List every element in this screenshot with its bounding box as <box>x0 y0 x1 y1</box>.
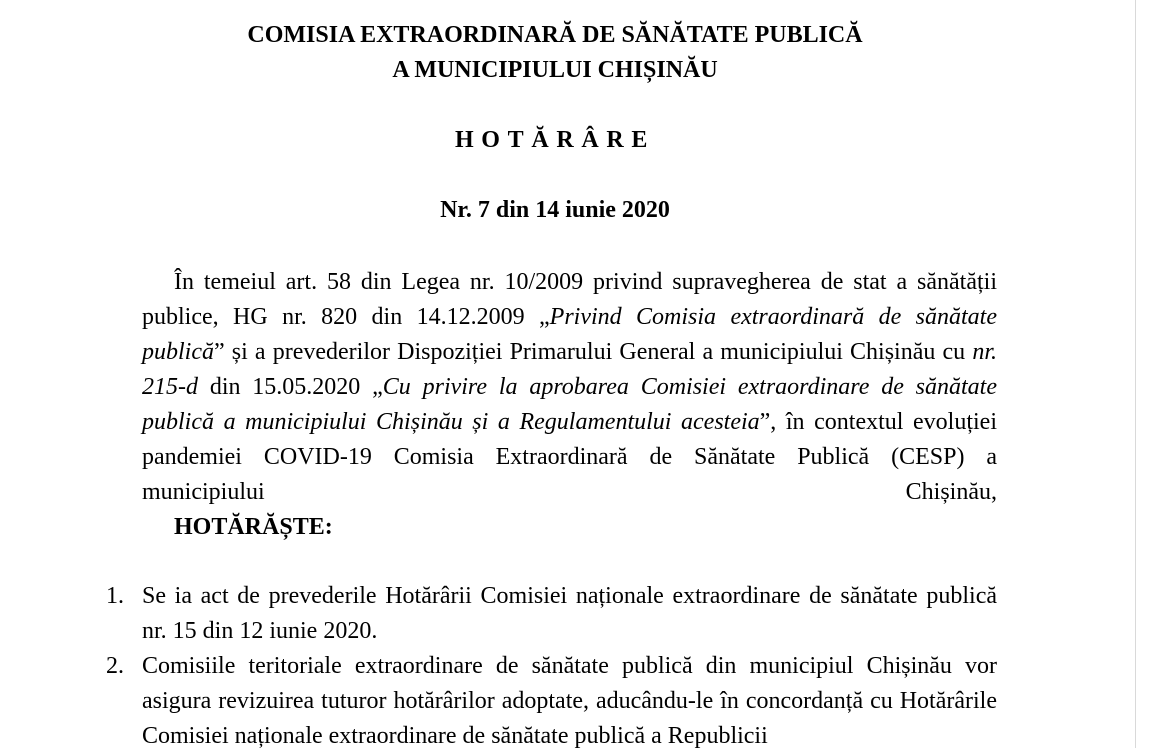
preamble-text-2: ” și a prevederilor Dispoziției Primarului General a municipiului Chișinău cu <box>214 339 973 365</box>
preamble-text-1: În temeiul art. 58 din Legea nr. 10/2009 privind supravegherea de stat a sănătății publice, HG nr. 820 din 14.12.2009 „ <box>142 269 997 330</box>
preamble-italic-2: nr. 215-d <box>142 339 997 400</box>
document-number: Nr. 7 din 14 iunie 2020 <box>440 197 670 223</box>
decision-keyword: HOTĂRĂȘTE: <box>174 514 333 540</box>
list-item-text: Se ia act de prevederile Hotărârii Comisiei naționale extraordinare de sănătate publică nr. 15 din 12 iunie 2020. <box>142 583 997 644</box>
issuer-title-line-2: A MUNICIPIULUI CHIȘINĂU <box>392 57 718 83</box>
list-item-text: Comisiile teritoriale extraordinare de sănătate publică din municipiul Chișinău vor asigura revizuirea tuturor hotărârilor adoptate, aducându-le în concordanță cu Hotărârile Comisiei naționale extraordinare de sănătate publică a Republicii <box>142 653 997 748</box>
list-item-number: 1. <box>106 583 124 609</box>
page-edge-divider <box>1135 0 1136 748</box>
list-item-number: 2. <box>106 653 124 679</box>
preamble-text-4: ”, în contextul evoluției pandemiei COVID-19 Comisia Extraordinară de Sănătate Publică (CESP) a municipiului Chișinău, <box>142 409 997 505</box>
list-item <box>106 579 997 649</box>
preamble-italic-3: Cu privire la aprobarea Comisiei extraordinare de sănătate publică a municipiului Chișinău și a Regulamentului acesteia <box>142 374 997 435</box>
preamble-italic-1: Privind Comisia extraordinară de sănătate publică <box>142 304 997 365</box>
preamble-text-3: din 15.05.2020 „ <box>198 374 383 400</box>
issuer-title-line-1: COMISIA EXTRAORDINARĂ DE SĂNĂTATE PUBLICĂ <box>247 22 863 48</box>
preamble-paragraph <box>142 265 997 545</box>
list-item <box>106 649 997 748</box>
document-type-heading: HOTĂRÂRE <box>454 127 656 153</box>
